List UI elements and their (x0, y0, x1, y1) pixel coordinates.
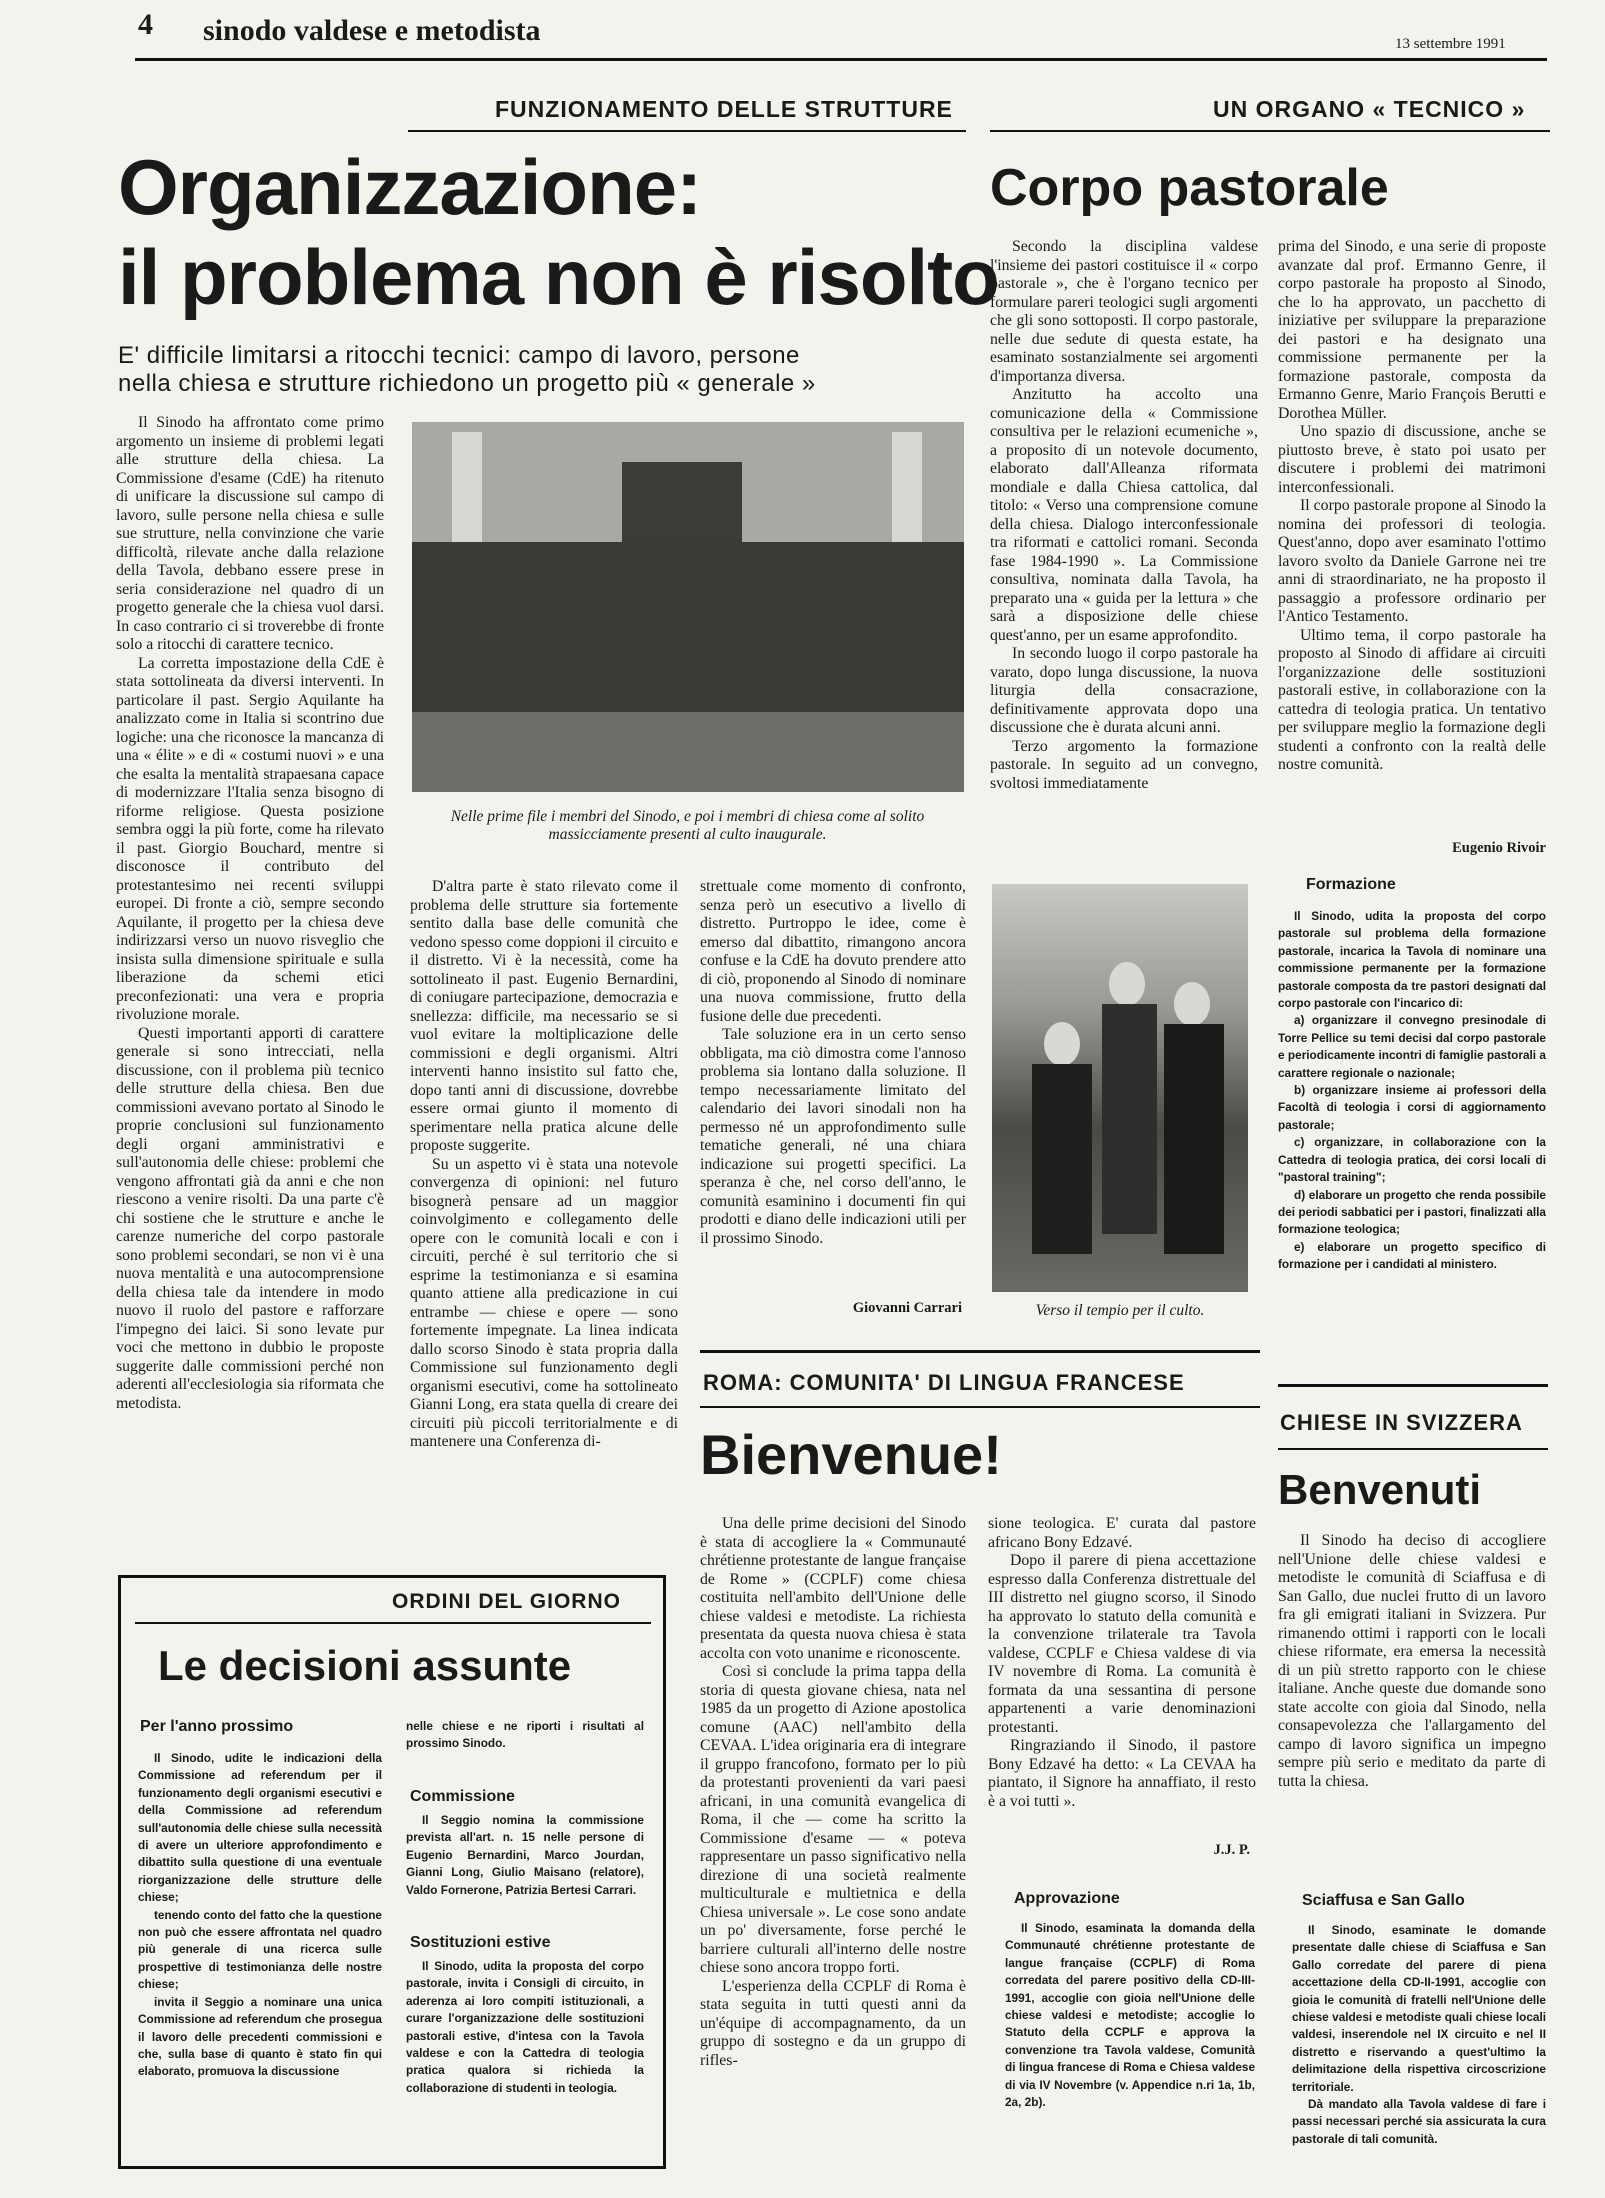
decisions-col1 (138, 1750, 382, 2081)
left-kicker-rule (408, 130, 966, 132)
left-col2 (410, 878, 678, 1452)
decisions-col2-bot (406, 1958, 644, 2097)
right-headline: Corpo pastorale (990, 159, 1389, 217)
decisions-col2-mid (406, 1812, 644, 1899)
decisions-s1-title: Per l'anno prossimo (140, 1718, 294, 1735)
decisions-s1-cont: nelle chiese e ne riporti i risultati al prossimo Sinodo. (406, 1719, 644, 1751)
rome-box-paragraph: Il Sinodo, esaminata la domanda della Communauté chrétienne protestante de langue française (CCPLF) di Roma corredata del parere positivo della CD-III-1991, accoglie con gioia nell'Unione delle chiese valdesi e metodiste; accoglie lo Statuto della CCPLF e approva la convenzione tra Tavola valdese, Comunità di lingua francese di Roma e Chiesa valdese di via IV Novembre (v. Appendice n.ri 1a, 1b, 2a, 2b). (1005, 1921, 1255, 2110)
right-byline: Eugenio Rivoir (1452, 840, 1546, 856)
right-kicker-rule (990, 130, 1550, 132)
decisions-col2-top (406, 1718, 644, 1753)
right-col1-p3: In secondo luogo il corpo pastorale ha varato, dopo lunga discussione, la nuova liturgia della consacrazione, definitivamente approvata dopo una discussione che è durata alcuni anni. (990, 645, 1258, 736)
left-col1-p2: La corretta impostazione della CdE è stata sottolineata da diversi interventi. In particolare il past. Sergio Aquilante ha analizzato come in Italia si scontrino due logiche: una che riconosce la mancanza di una « élite » e di « costumi nuovi » e una che esalta la mentalità strapaesana capace di modernizzare l'Italia senza bisogno di riforme religiose. Questa posizione sembra oggi la più forte, come ha rilevato il past. Giorgio Bouchard, mentre si disconosce il contributo del protestantesimo nei recenti sviluppi europei. Di fronte a ciò, sempre secondo Aquilante, il progetto per la chiesa deve indirizzarsi verso un nuovo risveglio che insista sulla dimensione spirituale e sulla liberazione da schemi etici preconfezionati: una vera e propria rivoluzione morale. (116, 654, 384, 1023)
synod-assembly-illustration (412, 422, 964, 792)
swiss-sub-text (1292, 1922, 1546, 2148)
left-col2-p2: Su un aspetto vi è stata una notevole convergenza di opinioni: nel futuro bisognerà pensare ad un maggior coinvolgimento e collegamento delle opere con le comunità locali e con i circuiti, perché è sul territorio che si esprime la testimonianza e si esamina quanto attiene alla predicazione in cui entrambe — chiese e opere — sono fortemente impegnate. La linea indicata dallo scorso Sinodo è stata propria dalla Commissione sul funzionamento degli organismi esecutivi, come ha sottolineato Gianni Long, era stata quella di creare dei circuiti più piccoli territorialmente e di mantenere una Conferenza di- (410, 1155, 678, 1450)
swiss-sub-paragraph: Il Sinodo, esaminate le domande presentate dalle chiese di Sciaffusa e San Gallo corredate del parere di piena accettazione della CD-II-1991, accoglie con gioia le comunità di fratelli nell'Unione delle chiese valdesi e metodiste quali chiese locali valdesi, inserendole nel IX circuito e nel II distretto e riservando a quest'ultimo la delimitazione della rispettiva circoscrizione territoriale. (1292, 1923, 1546, 2094)
rome-col2 (988, 1515, 1256, 1811)
left-col1-p1: Il Sinodo ha affrontato come primo argomento un insieme di problemi legati alle strutture della chiesa. La Commissione d'esame (CdE) ha ritenuto di unificare la discussione sul campo di lavoro, sulle persone nella chiesa e sulle sue strutture, nella convinzione che varie difficoltà, rilevate anche dalla relazione della Tavola, debbano essere prese in seria considerazione nel quadro di un progetto generale che la chiesa vuol darsi. In caso contrario ci si troverebbe di fronte solo a ritocchi di carattere tecnico. (116, 414, 384, 653)
procession-photo (992, 884, 1248, 1292)
right-kicker: UN ORGANO « TECNICO » (1213, 96, 1526, 122)
decisions-kicker: ORDINI DEL GIORNO (392, 1590, 621, 1613)
rome-box-title: Approvazione (1014, 1890, 1120, 1907)
formazione-d: d) elaborare un progetto che renda possibile dei periodi sabbatici per i pastori, finalizzati alla formazione teologica; (1278, 1187, 1546, 1237)
right-col1 (990, 238, 1258, 793)
formazione-a: a) organizzare il convegno presinodale di Torre Pellice su temi decisi dal corpo pastorale e periodicamente incontri di famiglie pastorali a carattere regionale o nazionale; (1278, 1013, 1546, 1080)
procession-illustration (992, 884, 1248, 1292)
right-col2 (1278, 238, 1546, 775)
synod-assembly-photo (412, 422, 964, 792)
swiss-kicker-rule (1278, 1448, 1548, 1450)
rome-col1 (700, 1515, 966, 2070)
right-col1-p4: Terzo argomento la formazione pastorale. In seguito ad un convegno, svoltosi immediatamente (990, 737, 1258, 792)
swiss-headline: Benvenuti (1278, 1466, 1482, 1513)
rome-headline: Bienvenue! (700, 1423, 1002, 1486)
decisions-s2-text: Il Seggio nomina la commissione prevista all'art. n. 15 nelle persone di Eugenio Bernardini, Marco Jourdan, Gianni Long, Giulio Maisano (relatore), Valdo Fornerone, Patrizia Bertesi Carrari. (406, 1813, 644, 1897)
rome-col1-p3: L'esperienza della CCPLF di Roma è stata seguita in tutti questi anni da un'équipe di accompagnamento, da un gruppo di sostegno e da un gruppo di rifles- (700, 1977, 966, 2069)
swiss-sub-paragraph-2: Dà mandato alla Tavola valdese di fare i passi necessari perché sia assicurata la cura pastorale di tali comunità. (1292, 2097, 1546, 2146)
left-headline-2: il problema non è risolto (118, 233, 999, 321)
rome-kicker-rule (700, 1350, 1260, 1353)
formazione-e: e) elaborare un progetto specifico di formazione per i candidati al ministero. (1278, 1239, 1546, 1272)
left-deck-1: E' difficile limitarsi a ritocchi tecnici: campo di lavoro, persone (118, 342, 800, 369)
rome-kicker: ROMA: COMUNITA' DI LINGUA FRANCESE (703, 1370, 1185, 1395)
swiss-text (1278, 1532, 1546, 1791)
synod-photo-caption: Nelle prime file i membri del Sinodo, e poi i membri di chiesa come al solito massicciamente presenti al culto inaugurale. (450, 808, 925, 843)
rome-byline: J.J. P. (1213, 1842, 1250, 1858)
left-deck-2: nella chiesa e strutture richiedono un progetto più « generale » (118, 370, 816, 397)
decisions-s1-p1: Il Sinodo, udite le indicazioni della Commissione ad referendum per il funzionamento degli organismi esecutivi e della Commissione ad referendum sull'autonomia delle chiese sulla necessità di avere un ulteriore approfondimento e dibattito sulla questione di una eventuale riorganizzazione delle strutture delle chiese; (138, 1751, 382, 1905)
right-col2-p1: prima del Sinodo, e una serie di proposte avanzate dal prof. Ermanno Genre, il corpo pastorale ha proposto al Sinodo, che lo ha approvato, un pacchetto di iniziative per sviluppare la preparazione dei pastori e ha designato una commissione permanente per la formazione pastorale, composta da Ermanno Genre, Mario François Berutti e Dorothea Müller. (1278, 238, 1546, 422)
rome-col2-p2: Dopo il parere di piena accettazione espresso dalla Conferenza distrettuale del III distretto nel giugno scorso, il Sinodo ha approvato lo statuto della comunità e la convenzione trilaterale tra Tavola valdese, CCPLF e Chiesa valdese di via IV novembre di Roma. La comunità è formata da una sessantina di persone appartenenti a varie denominazioni protestanti. (988, 1552, 1256, 1736)
rome-col1-p1: Una delle prime decisioni del Sinodo è stata di accogliere la « Communauté chrétienne protestante de langue française de Rome » (CCPLF) come chiesa costituita nell'ambito dell'Unione delle chiese valdesi e metodiste. La richiesta presentata da questa nuova chiesa è stata accolta con voto unanime e riconoscente. (700, 1515, 966, 1662)
issue-date: 13 settembre 1991 (1395, 36, 1506, 52)
left-kicker: FUNZIONAMENTO DELLE STRUTTURE (495, 96, 953, 122)
left-col3-p1: strettuale come momento di confronto, senza però un esecutivo a livello di distretto. Purtroppo le idee, come è emerso dal dibattito, rimangono ancora confuse e la CdE ha dovuto prendere atto di ciò, proponendo al Sinodo di nominare una nuova commissione, frutto della fusione delle due precedenti. (700, 878, 966, 1025)
swiss-sub-title: Sciaffusa e San Gallo (1302, 1892, 1465, 1909)
left-byline: Giovanni Carrari (852, 1300, 962, 1316)
formazione-b: b) organizzare insieme ai professori della Facoltà di teologia i corsi di aggiornamento pastorale; (1278, 1083, 1546, 1132)
right-col2-p3: Il corpo pastorale propone al Sinodo la nomina dei professori di teologia. Quest'anno, dopo aver esaminato l'ottimo lavoro svolto da Daniele Garrone nei tre anni di straordinariato, ne ha proposto il passaggio a professore ordinario per l'Antico Testamento. (1278, 497, 1546, 625)
right-col1-p1: Secondo la disciplina valdese l'insieme dei pastori costituisce il « corpo pastorale », che è l'organo tecnico per formulare pareri teologici sugli argomenti che gli sono sottoposti. Il corpo pastorale, nelle due sedute di questa estate, ha esaminato sostanzialmente sei argomenti d'importanza diversa. (990, 238, 1258, 385)
right-col2-p2: Uno spazio di discussione, anche se piuttosto breve, è stato poi usato per discutere i problemi dei matrimoni interconfessionali. (1278, 423, 1546, 496)
procession-photo-caption: Verso il tempio per il culto. (1035, 1302, 1205, 1319)
swiss-top-rule (1278, 1384, 1548, 1387)
formazione-title: Formazione (1306, 876, 1396, 893)
decisions-kicker-rule (135, 1622, 651, 1624)
swiss-paragraph: Il Sinodo ha deciso di accogliere nell'Unione delle chiese valdesi e metodiste le comunità di Sciaffusa e di San Gallo, due nuclei frutto di un lavoro fra gli emigrati italiani in Svizzera. Pur rimanendo ottimi i rapporti con le locali chiese riformate, era emersa la necessità di un più stretto rapporto con le chiese italiane. Anche queste due domande sono state accolte con gioia dal Sinodo, nella consapevolezza che l'allargamento del campo di lavoro significa un impegno sempre più serio e meditato da parte di tutta la chiesa. (1278, 1532, 1546, 1790)
rome-col2-p3: Ringraziando il Sinodo, il pastore Bony Edzavé ha detto: « La CEVAA ha piantato, il Signore ha annaffiato, il resto è a voi tutti ». (988, 1737, 1256, 1810)
left-col2-p1: D'altra parte è stato rilevato come il problema delle strutture sia fortemente sentito dalla base delle comunità che vedono spesso come doppioni il circuito e il distretto. Vi è la necessità, come ha sottolineato il past. Eugenio Bernardini, di coniugare partecipazione, democrazia e snellezza: difficile, ma necessario se si vuol evitare la moltiplicazione delle commissioni e degli organismi. Altri interventi hanno insistito sul fatto che, dopo tanti anni di discussione, dovrebbe essere ormai giunto il momento di sperimentare nella pratica alcune delle proposte suggerite. (410, 878, 678, 1154)
decisions-s3-title: Sostituzioni estive (410, 1934, 551, 1951)
left-col1-p3: Questi importanti apporti di carattere generale si sono intrecciati, nella discussione, con il problema più tecnico delle strutture della chiesa. Ben due commissioni avevano portato al Sinodo le proprie conclusioni sul funzionamento degli organi amministrativi e sull'autonomia delle chiese: problemi che vengono affrontati già da anni e che non riescono a venire risolti. Da una parte c'è chi sostiene che le strutture e anche le carenze numeriche del corpo pastorale sono problemi secondari, se non vi è una nuova mentalità e una autocomprensione della chiesa tale da intendere in modo nuovo il ruolo del pastore e rafforzare l'impegno dei laici. Si sono levate pur voci che mettono in dubbio le proposte suggerite dalle commissioni perché non aderenti all'ecclesiologia sia riformata che metodista. (116, 1024, 384, 1412)
decisions-s2-title: Commissione (410, 1788, 515, 1805)
page-number: 4 (138, 8, 153, 41)
left-col3 (700, 878, 966, 1248)
formazione-c: c) organizzare, in collaborazione con la Cattedra di teologia pratica, dei corsi locali di "pastoral training"; (1278, 1135, 1546, 1185)
rome-kicker-rule-2 (700, 1406, 1260, 1408)
rome-col1-p2: Così si conclude la prima tappa della storia di questa giovane chiesa, nata nel 1985 da un progetto di Azione apostolica comune (AAC) nell'ambito della CEVAA. L'idea originaria era di integrare il gruppo francofono, formato per lo più da protestanti provenienti da vari paesi africani, in una comunità evangelica di Roma, il che — come ha scritto la Commissione d'esame — « poteva rappresentare un passo significativo nella direzione di una società realmente multiculturale e multietnica e della Chiesa universale ». Le cose sono andate un po' diversamente, forse perché le barriere culturali all'interno delle nostre chiese sono ancora troppo forti. (700, 1663, 966, 1976)
swiss-kicker: CHIESE IN SVIZZERA (1280, 1410, 1523, 1435)
rome-col2-p1: sione teologica. E' curata dal pastore africano Bony Edzavé. (988, 1515, 1256, 1551)
rome-box-text (1005, 1920, 1255, 2111)
decisions-s1-p3: invita il Seggio a nominare una unica Commissione ad referendum che prosegua il lavoro delle precedenti commissioni e che, sulla base di quanto è stato fin qui elaborato, promuova la discussione (138, 1994, 382, 2079)
left-col3-p2: Tale soluzione era in un certo senso obbligata, ma ciò dimostra come l'annoso problema sia lontano dalla soluzione. Il tempo necessariamente limitato del calendario dei lavori sinodali non ha permesso né un approfondimento sulle tematiche generali, né una chiara indicazione sui progetti specifici. La speranza è che, nel corso dell'anno, le comunità esaminino i documenti fin qui prodotti e diano delle indicazioni utili per il prossimo Sinodo. (700, 1026, 966, 1247)
decisions-headline: Le decisioni assunte (158, 1642, 572, 1689)
formazione-text (1278, 908, 1546, 1274)
formazione-intro: Il Sinodo, udita la proposta del corpo pastorale sul problema della formazione pastorale, incarica la Tavola di nominare una commissione permanente per la formazione pastorale composta da tre pastori designati dal corpo pastorale con l'incarico di: (1278, 909, 1546, 1011)
right-col2-p4: Ultimo tema, il corpo pastorale ha proposto al Sinodo di affidare ai circuiti l'organizzazione delle sostituzioni pastorali estive, in collaborazione con la cattedra di teologia pratica. Un tentativo per sviluppare meglio la formazione degli studenti a confronto con la realtà delle nostre comunità. (1278, 626, 1546, 773)
masthead-rule (135, 58, 1547, 61)
decisions-s1-p2: tenendo conto del fatto che la questione non può che essere affrontata nel quadro più generale di una ricerca sulle prospettive di testimonianza delle nostre chiese; (138, 1907, 382, 1992)
newspaper-title: sinodo valdese e metodista (203, 14, 541, 47)
left-col1 (116, 414, 384, 1413)
right-col1-p2: Anzitutto ha accolto una comunicazione della « Commissione consultiva per le relazioni ecumeniche », a proposito di un notevole documento, elaborato dall'Alleanza riformata mondiale e dalla Chiesa cattolica, dal titolo: « Verso una comprensione comune della chiesa. Dialogo interconfessionale tra riformati e cattolici romani. Seconda fase 1984-1990 ». La Commissione consultiva, nominata dalla Tavola, ha preparato una « guida per la lettura » che sarà a disposizione delle chiese quest'anno, per un esame approfondito. (990, 386, 1258, 644)
left-headline-1: Organizzazione: (118, 143, 702, 231)
decisions-s3-text: Il Sinodo, udita la proposta del corpo pastorale, invita i Consigli di circuito, in aderenza ai loro compiti istituzionali, a curare l'organizzazione delle sostituzioni pastorali estive, d'intesa con la Tavola valdese e con la Cattedra di teologia pratica qualora si richieda la collaborazione di studenti in teologia. (406, 1959, 644, 2095)
